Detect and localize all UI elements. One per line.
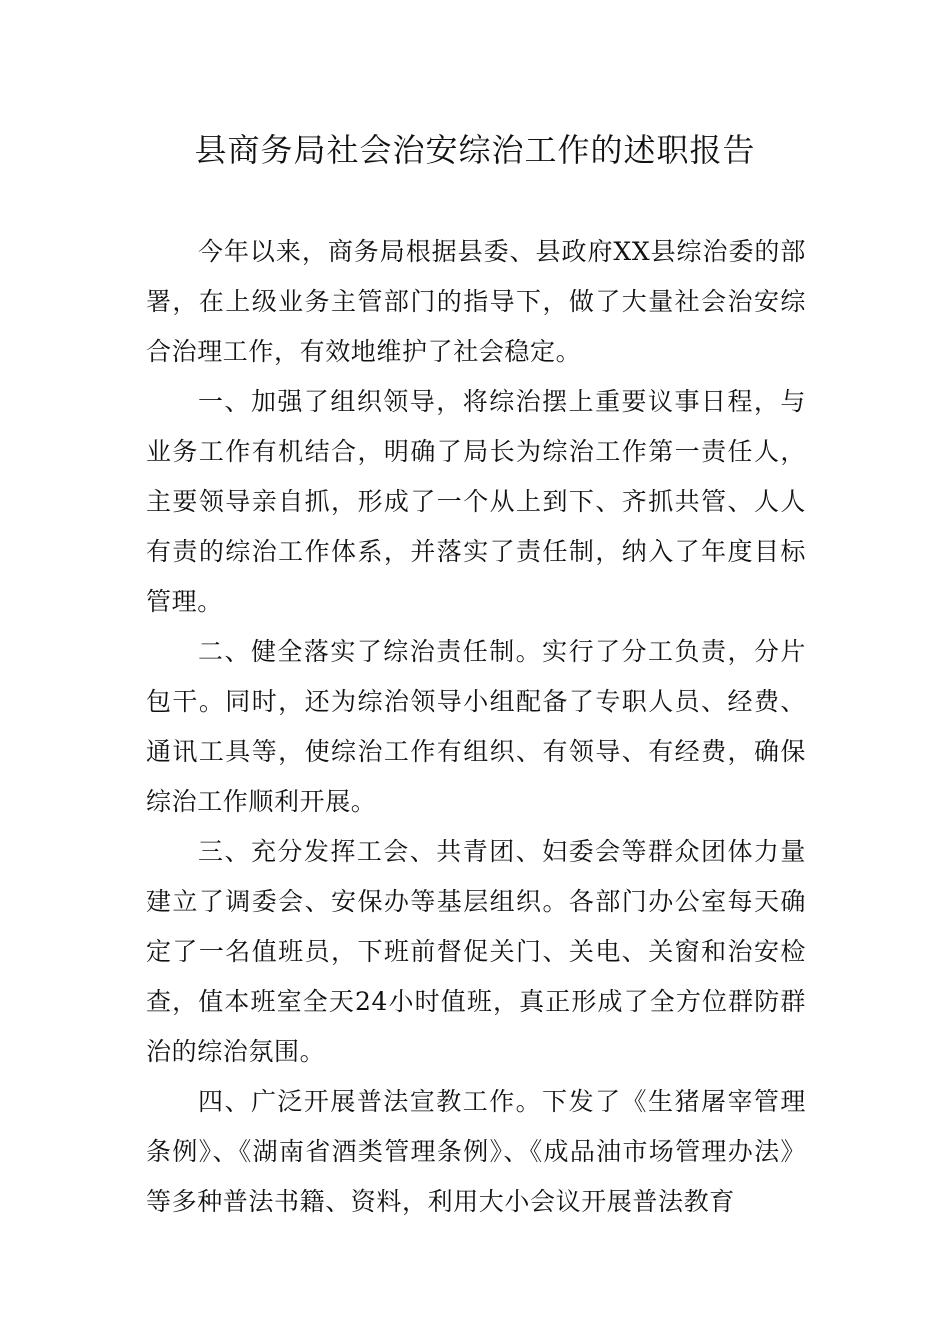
paragraph-intro: 今年以来，商务局根据县委、县政府XX县综治委的部署，在上级业务主管部门的指导下，做了大量社会治安综合治理工作，有效地维护了社会稳定。: [146, 237, 806, 366]
paragraph-section-4: 四、广泛开展普法宣教工作。下发了《生猪屠宰管理条例》、《湖南省酒类管理条例》、《成品油市场管理办法》等多种普法书籍、资料，利用大小会议开展普法教育: [146, 1087, 806, 1216]
document-body: [146, 227, 806, 1227]
paragraph-section-3: 三、充分发挥工会、共青团、妇委会等群众团体力量建立了调委会、安保办等基层组织。各部门办公室每天确定了一名值班员，下班前督促关门、关电、关窗和治安检查，值本班室全天24小时值班，真正形成了全方位群防群治的综治氛围。: [146, 837, 806, 1066]
paragraph-section-1: 一、加强了组织领导，将综治摆上重要议事日程，与业务工作有机结合，明确了局长为综治工作第一责任人，主要领导亲自抓，形成了一个从上到下、齐抓共管、人人有责的综治工作体系，并落实了责任制，纳入了年度目标管理。: [146, 387, 806, 616]
document-title: 县商务局社会治安综治工作的述职报告: [194, 131, 756, 169]
paragraph-section-2: 二、健全落实了综治责任制。实行了分工负责，分片包干。同时，还为综治领导小组配备了专职人员、经费、通讯工具等，使综治工作有组织、有领导、有经费，确保综治工作顺利开展。: [146, 637, 806, 816]
